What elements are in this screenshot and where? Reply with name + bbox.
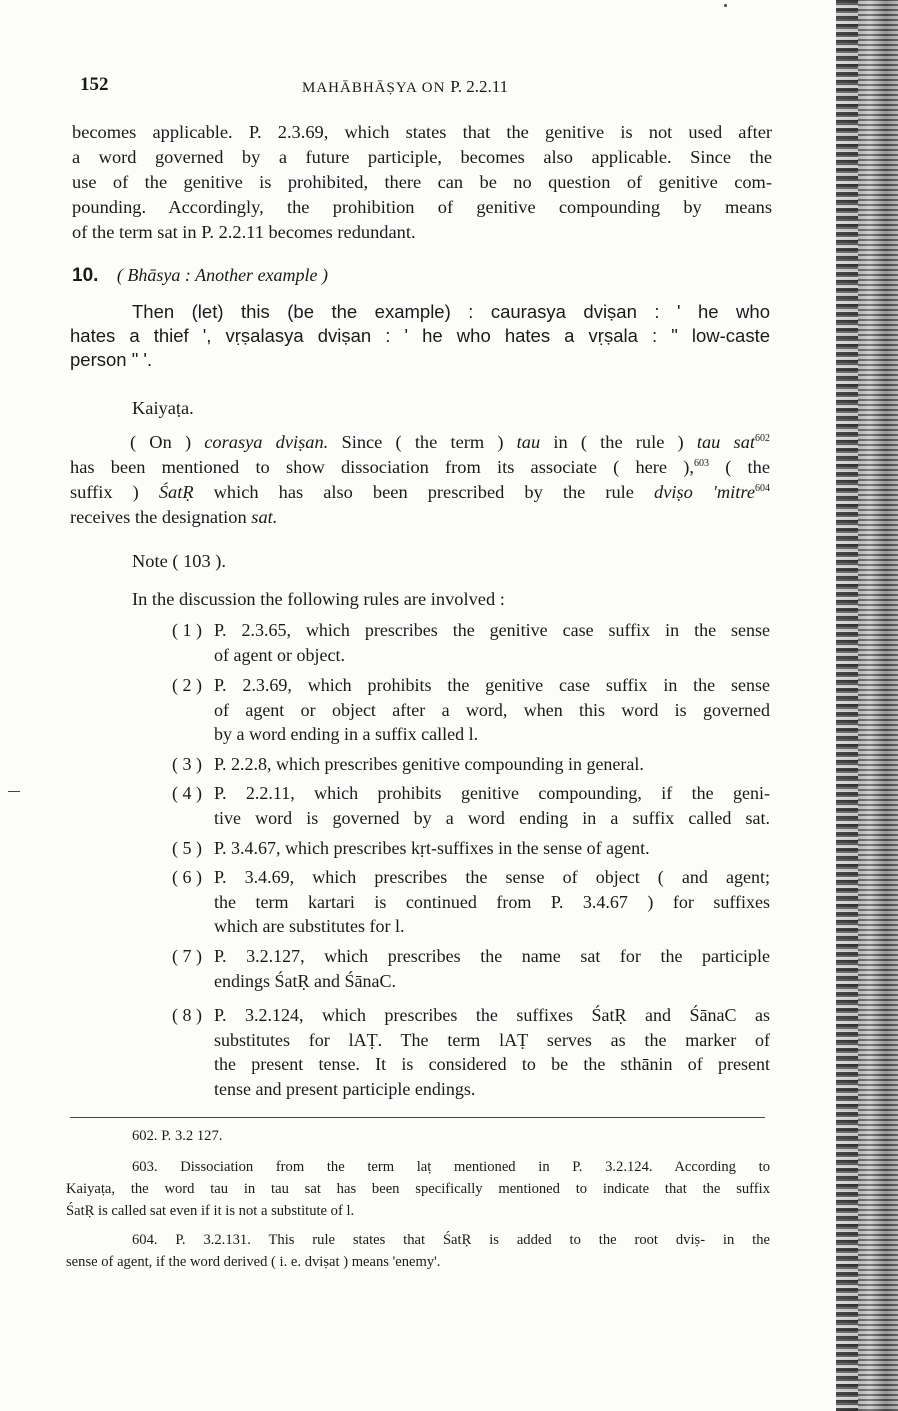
footnote-604: 604. P. 3.2.131. This rule states that ŚatṚ is added to the root dviṣ- in the sense of agent, if the word derived ( i. e. dviṣat ) means 'enemy'. [66, 1232, 770, 1270]
section-title: ( Bhāsya : Another example ) [116, 265, 329, 285]
item-text: P. 3.2.127, which prescribes the name sat for the participle endings ŚatṚ and ŚānaC. [214, 946, 770, 991]
item-text: P. 2.2.8, which prescribes genitive compounding in general. [214, 754, 644, 774]
footnote-603: 603. Dissociation from the term laṭ mentioned in P. 3.2.124. According to Kaiyaṭa, the word tau in tau sat has been specifically mentioned to indicate that the suffix ŚatṚ is called sat even if it is not a substitute of l. [66, 1159, 770, 1219]
item-number: ( 3 ) [172, 754, 202, 774]
scan-mark [8, 791, 20, 792]
section-heading [72, 265, 328, 287]
note-label: Note ( 103 ). [132, 551, 226, 571]
kaiyata-label: Kaiyaṭa. [132, 398, 194, 418]
item-number: ( 6 ) [172, 867, 202, 887]
running-head [302, 77, 508, 97]
bhashya-line: hates a thief ', vṛṣalasya dviṣan : ' he who hates a vṛṣala : " low-caste [70, 325, 770, 346]
bhashya-line: person " '. [70, 349, 153, 370]
running-head-title: MAHĀBHĀṢYA ON [302, 80, 446, 96]
item-text: P. 3.2.124, which prescribes the suffixes ŚatṚ and ŚānaC as substitutes for lAṬ. The term lAṬ serves as the marker of the present tense. It is considered to be the sthānin of present tense and present participle endings. [214, 1005, 770, 1099]
kaiyata-line-2: has been mentioned to show dissociation from its associate ( here ),$^{603}$ ( the [70, 457, 770, 477]
bhashya-paragraph [70, 300, 770, 372]
running-head-rule: P. 2.2.11 [450, 77, 509, 96]
scan-speck [724, 4, 727, 7]
footnote-divider [70, 1117, 765, 1118]
page-header [80, 70, 780, 100]
item-number: ( 7 ) [172, 946, 202, 966]
page-number: 152 [80, 74, 109, 95]
kaiyata-paragraph [70, 430, 770, 530]
kaiyata-line-4: receives the designation sat. [70, 507, 278, 527]
footnote-ref[interactable]: 603 [694, 458, 710, 469]
intro-line: pounding. Accordingly, the prohibition of genitive compounding by means [72, 197, 772, 217]
item-text: P. 2.3.69, which prohibits the genitive case suffix in the sense of agent or object after a word, when this word is governed by a word ending in a suffix called l. [214, 675, 770, 744]
page-gutter-shadow [836, 0, 858, 1411]
item-number: ( 8 ) [172, 1005, 202, 1025]
footnote-ref[interactable]: 602 [755, 433, 770, 444]
item-number: ( 5 ) [172, 838, 202, 858]
section-number: 10. [72, 265, 99, 286]
kaiyata-line-3: suffix ) ŚatṚ which has also been prescribed by the rule dviṣo 'mitre$^{604}$ [70, 482, 770, 502]
item-number: ( 2 ) [172, 675, 202, 695]
footnote-602: 602. P. 3.2 127. [132, 1128, 223, 1144]
bhashya-line: Then (let) this (be the example) : caurasya dviṣan : ' he who [132, 301, 770, 322]
kaiyata-line-1: ( On ) corasya dviṣan. Since ( the term ) tau in ( the rule ) tau sat$^{602}$ [130, 432, 770, 452]
item-number: ( 4 ) [172, 783, 202, 803]
intro-paragraph [72, 120, 772, 245]
item-text: P. 3.4.69, which prescribes the sense of object ( and agent; the term kartari is continued from P. 3.4.67 ) for suffixes which are substitutes for l. [214, 867, 770, 936]
intro-line: becomes applicable. P. 2.3.69, which states that the genitive is not used after [72, 122, 772, 142]
item-text: P. 2.2.11, which prohibits genitive compounding, if the geni- tive word is governed by a word ending in a suffix called sat. [214, 783, 770, 828]
intro-line: of the term sat in P. 2.2.11 becomes redundant. [72, 222, 416, 242]
item-text: P. 2.3.65, which prescribes the genitive case suffix in the sense of agent or object. [214, 620, 770, 665]
item-text: P. 3.4.67, which prescribes kṛt-suffixes in the sense of agent. [214, 838, 650, 858]
intro-line: a word governed by a future participle, becomes also applicable. Since the [72, 147, 772, 167]
item-number: ( 1 ) [172, 620, 202, 640]
intro-line: use of the genitive is prohibited, there can be no question of genitive com- [72, 172, 772, 192]
note-intro: In the discussion the following rules are involved : [132, 589, 505, 609]
footnote-ref[interactable]: 604 [755, 483, 770, 494]
